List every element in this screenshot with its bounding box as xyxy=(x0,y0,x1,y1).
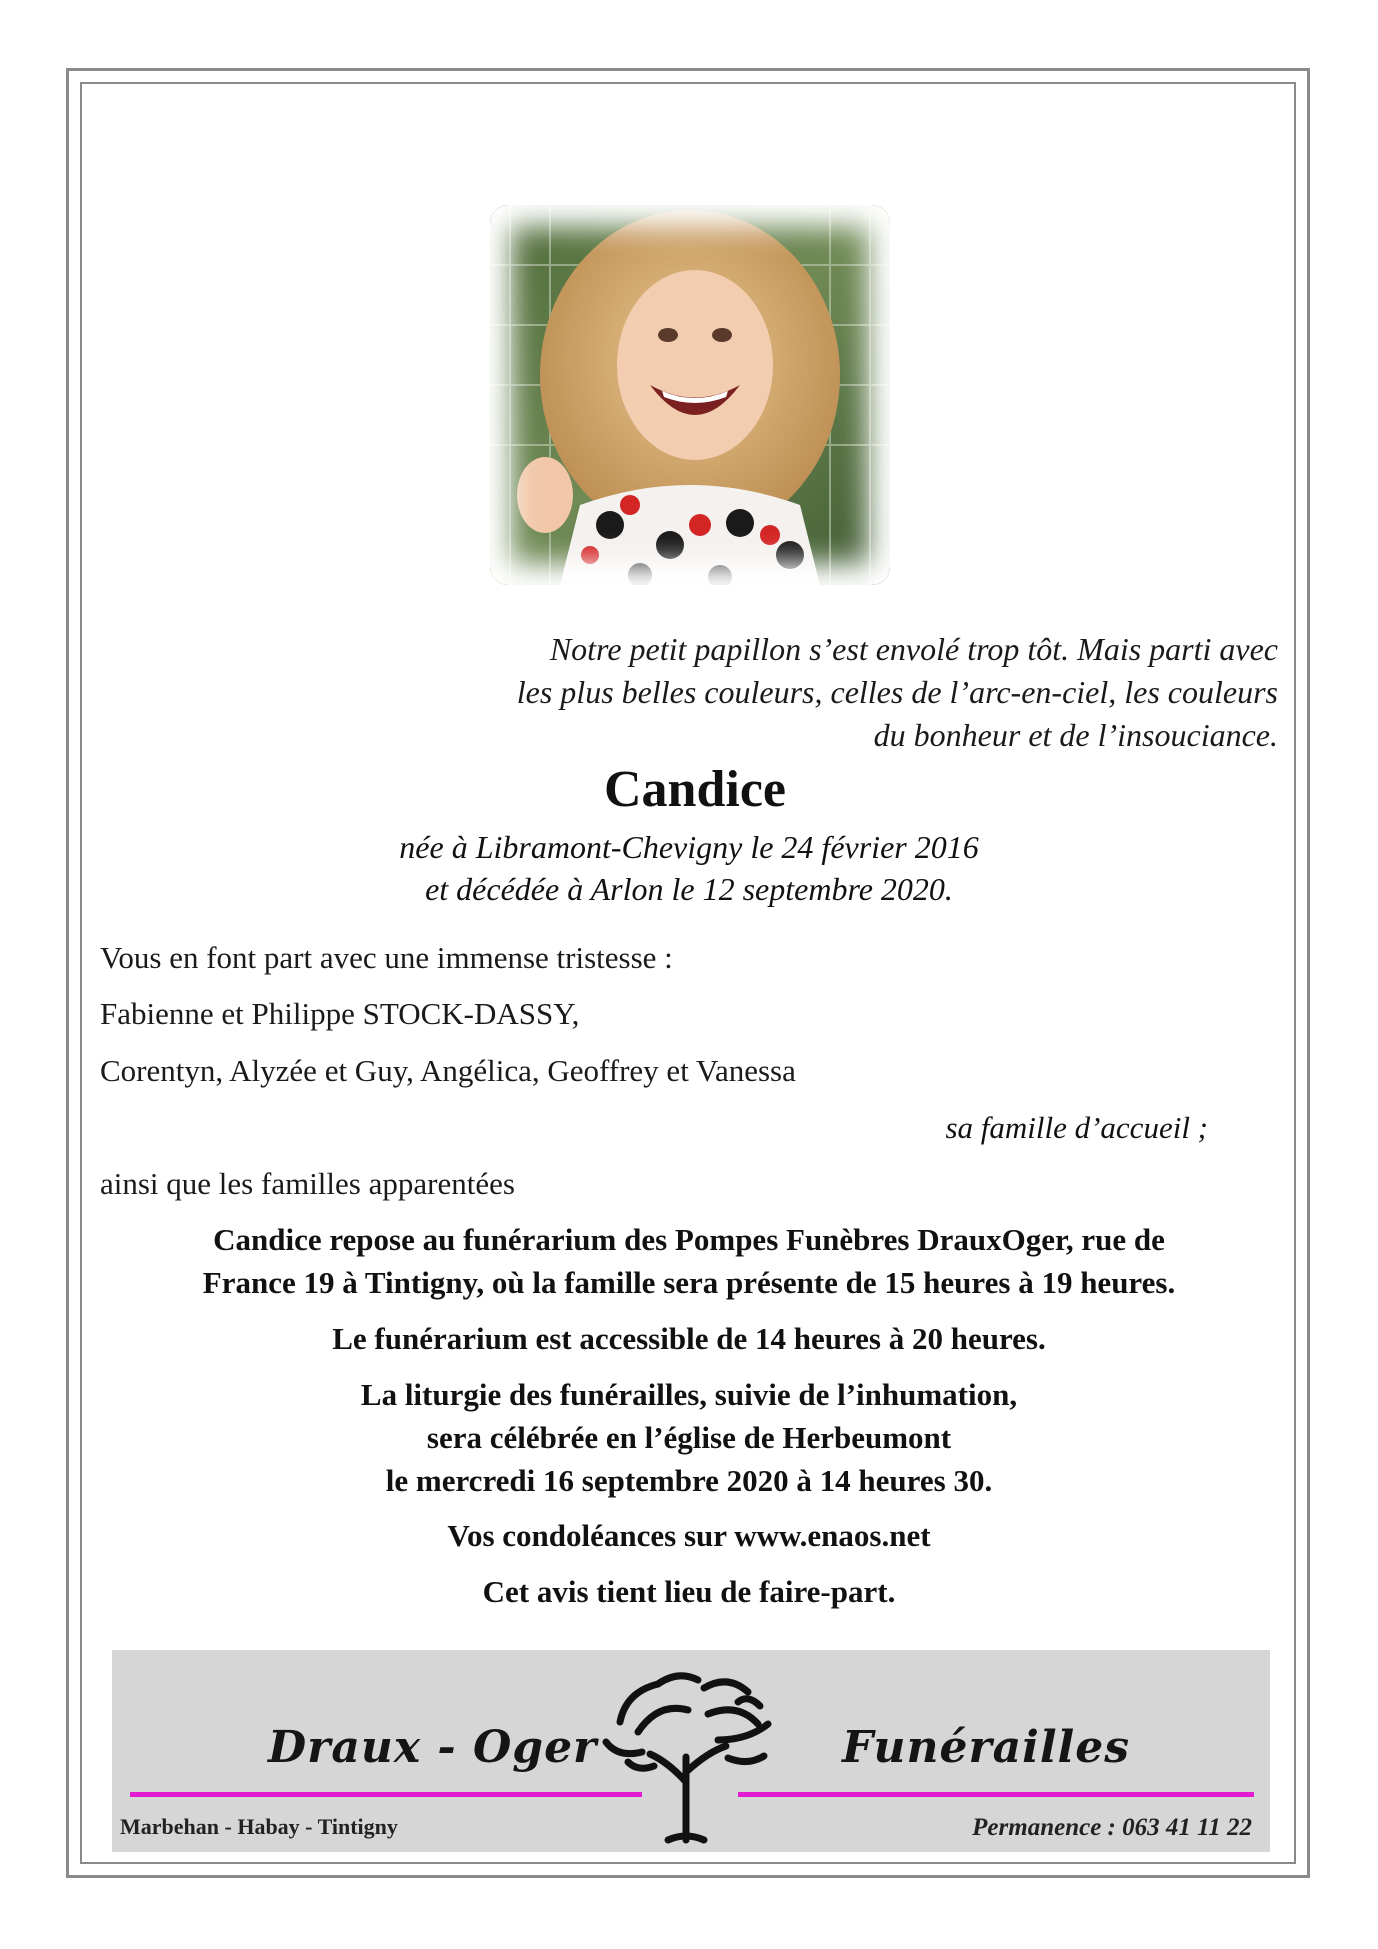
announcement-parents: Fabienne et Philippe STOCK-DASSY, xyxy=(100,996,580,1031)
brand-name: Draux - Oger xyxy=(268,1722,598,1773)
portrait-photo xyxy=(490,205,890,585)
emergency-phone: Permanence : 063 41 11 22 xyxy=(972,1814,1252,1841)
branch-locations: Marbehan - Habay - Tintigny xyxy=(120,1814,398,1839)
funerarium-line: Candice repose au funérarium des Pompes Funèbres DrauxOger, rue de xyxy=(213,1222,1165,1257)
funerarium-access-text: Le funérarium est accessible de 14 heures à 20 heures. xyxy=(332,1321,1046,1356)
brand-tagline: Funérailles xyxy=(842,1722,1131,1773)
announcement-siblings: Corentyn, Alyzée et Guy, Angélica, Geoffrey et Vanessa xyxy=(100,1053,796,1088)
liturgy-info xyxy=(0,1373,1378,1502)
memorial-quote xyxy=(378,628,1278,757)
quote-line: les plus belles couleurs, celles de l’arc-en-ciel, les couleurs xyxy=(516,674,1278,710)
notice-text: Cet avis tient lieu de faire-part. xyxy=(482,1574,896,1609)
tree-logo-icon xyxy=(598,1662,778,1847)
announcement-intro: Vous en font part avec une immense tristesse : xyxy=(100,940,673,975)
quote-line: du bonheur et de l’insouciance. xyxy=(873,717,1278,753)
funerarium-info xyxy=(0,1218,1378,1304)
notice-info xyxy=(0,1570,1378,1613)
funerarium-line: France 19 à Tintigny, où la famille sera présente de 15 heures à 19 heures. xyxy=(202,1265,1176,1300)
quote-line: Notre petit papillon s’est envolé trop tôt. Mais parti avec xyxy=(549,631,1278,667)
announcement-relatives: ainsi que les familles apparentées xyxy=(100,1166,515,1201)
death-line: et décédée à Arlon le 12 septembre 2020. xyxy=(425,871,953,907)
birth-death-dates xyxy=(0,826,1378,910)
liturgy-line: sera célébrée en l’église de Herbeumont xyxy=(426,1420,952,1455)
liturgy-line: le mercredi 16 septembre 2020 à 14 heures 30. xyxy=(385,1463,993,1498)
accent-line-left xyxy=(130,1792,642,1797)
announcement-family-role: sa famille d’accueil ; xyxy=(945,1110,1208,1145)
condolences-info xyxy=(0,1514,1378,1557)
birth-line: née à Libramont-Chevigny le 24 février 2016 xyxy=(399,829,979,865)
funerarium-access xyxy=(0,1317,1378,1360)
deceased-name xyxy=(0,760,1378,820)
condolences-text: Vos condoléances sur www.enaos.net xyxy=(447,1518,931,1553)
accent-line-right xyxy=(738,1792,1254,1797)
deceased-name-text: Candice xyxy=(604,761,786,818)
liturgy-line: La liturgie des funérailles, suivie de l’inhumation, xyxy=(360,1377,1018,1412)
funeral-home-banner xyxy=(112,1650,1270,1852)
